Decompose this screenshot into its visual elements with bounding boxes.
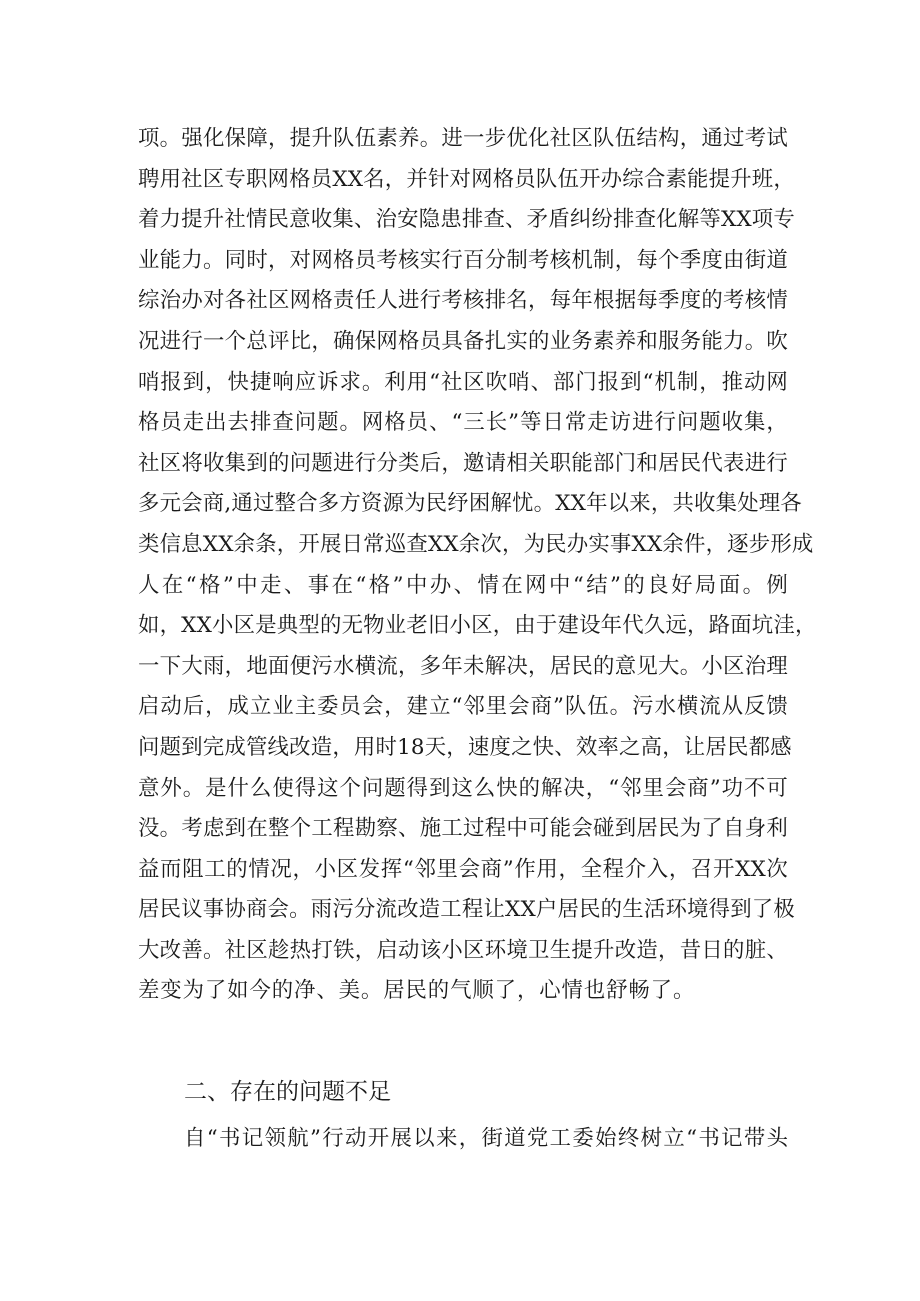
paragraph-line: 意外。是什么使得这个问题得到这么快的解决，“邻里会商”功不可	[138, 775, 788, 801]
paragraph-line: 没。考虑到在整个工程勘察、施工过程中可能会碰到居民为了自身利	[138, 816, 788, 842]
paragraph-line: 聘用社区专职网格员XX名，并针对网格员队伍开办综合素能提升班，	[138, 166, 795, 192]
paragraph-line: 项。强化保障，提升队伍素养。进一步优化社区队伍结构，通过考试	[138, 126, 788, 151]
paragraph-first-line: 自“书记领航”行动开展以来，街道党工委始终树立“书记带头	[184, 1126, 788, 1151]
paragraph-line: 格员走出去排查问题。网格员、“三长”等日常走访进行问题收集，	[138, 410, 788, 436]
paragraph-line: 大改善。社区趁热打铁，启动该小区环境卫生提升改造，昔日的脏、	[138, 937, 788, 963]
paragraph-line: 类信息XX余条，开展日常巡查XX余次，为民办实事XX余件，逐步形成	[138, 531, 814, 557]
paragraph-line: 启动后，成立业主委员会，建立“邻里会商”队伍。污水横流从反馈	[138, 694, 788, 720]
paragraph-line: 多元会商,通过整合多方资源为民纾困解忧。XX年以来，共收集处理各	[138, 491, 802, 517]
paragraph-line: 问题到完成管线改造，用时18天，速度之快、效率之高，让居民都感	[138, 734, 792, 760]
paragraph-line: 哨报到，快捷响应诉求。利用“社区吹哨、部门报到“机制，推动网	[138, 369, 788, 395]
paragraph-line: 人在“格”中走、事在“格”中办、情在网中“结”的良好局面。例	[138, 572, 788, 598]
paragraph-line: 一下大雨，地面便污水横流，多年未解决，居民的意见大。小区治理	[138, 653, 788, 679]
paragraph-line: 差变为了如今的净、美。居民的气顺了，心情也舒畅了。	[138, 978, 696, 1004]
section-heading: 二、存在的问题不足	[184, 1079, 391, 1105]
paragraph-line: 益而阻工的情况，小区发挥“邻里会商”作用，全程介入，召开XX次	[138, 856, 788, 882]
paragraph-line: 综治办对各社区网格责任人进行考核排名，每年根据每季度的考核情	[138, 288, 788, 314]
paragraph-line: 着力提升社情民意收集、治安隐患排查、矛盾纠纷排查化解等XX项专	[138, 207, 795, 233]
paragraph-line: 居民议事协商会。雨污分流改造工程让XX户居民的生活环境得到了极	[138, 897, 795, 923]
body-paragraph	[138, 119, 817, 1012]
paragraph-line: 况进行一个总评比，确保网格员具备扎实的业务素养和服务能力。吹	[138, 328, 788, 354]
paragraph-line: 如，XX小区是典型的无物业老旧小区，由于建设年代久远，路面坑洼，	[138, 613, 817, 639]
paragraph-line: 业能力。同时，对网格员考核实行百分制考核机制，每个季度由街道	[138, 247, 788, 273]
paragraph-line: 社区将收集到的问题进行分类后，邀请相关职能部门和居民代表进行	[138, 450, 788, 476]
